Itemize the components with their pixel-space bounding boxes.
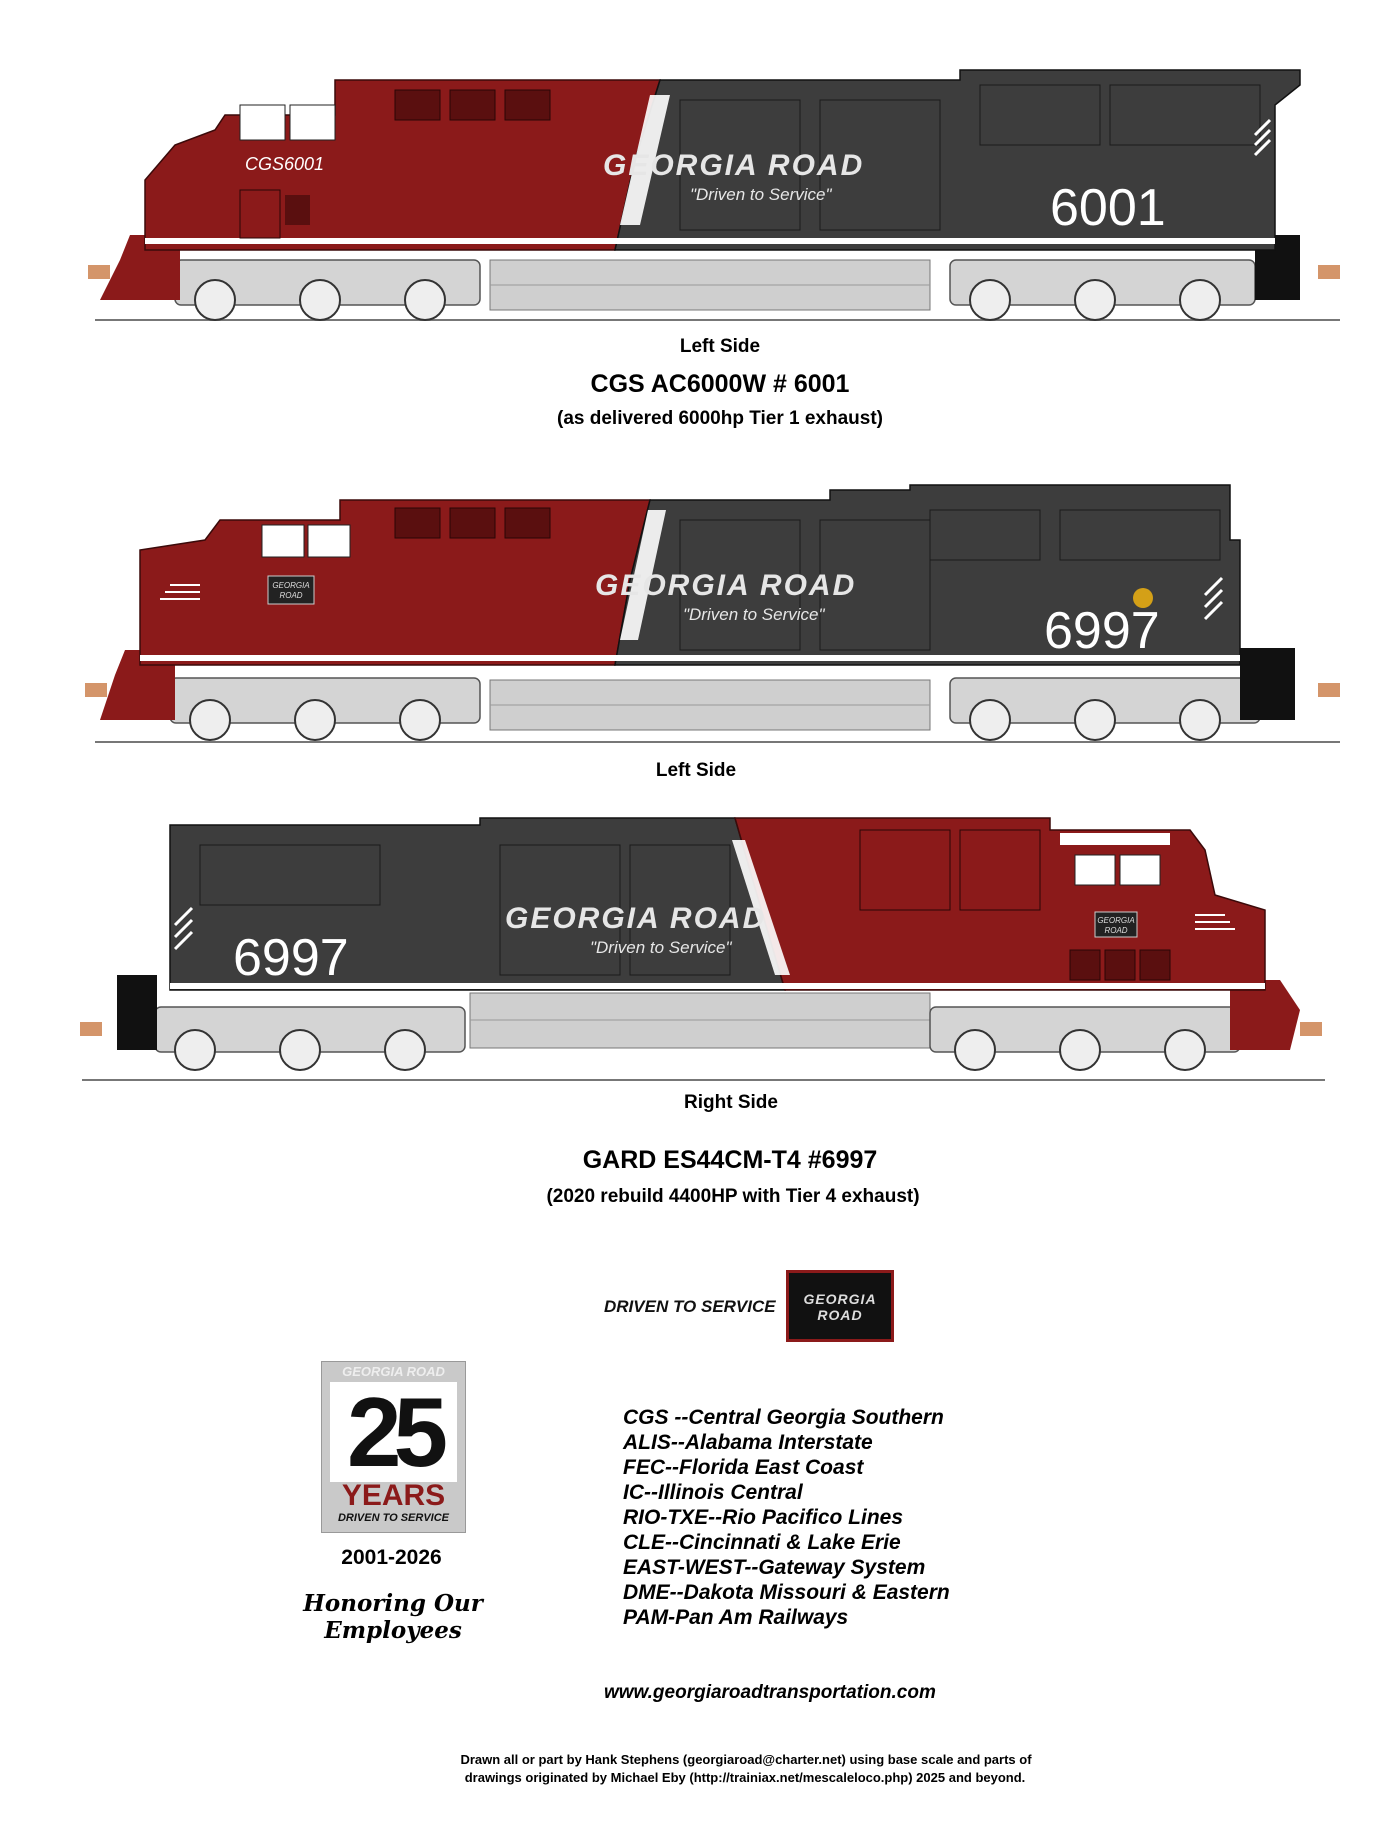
locomotive-cgs-6001	[0, 60, 1396, 330]
locomotive-title-3: GARD ES44CM-T4 #6997	[582, 1146, 878, 1174]
herald-plate-line1: GEORGIA	[272, 581, 310, 590]
credits-line1: Drawn all or part by Hank Stephens (georgiaroad@charter.net) using base scale and parts of	[460, 1752, 1032, 1767]
road-number: 6001	[1050, 179, 1166, 237]
website-link[interactable]: www.georgiaroadtransportation.com	[604, 1682, 936, 1703]
list-item: EAST-WEST--Gateway System	[623, 1556, 926, 1579]
badge-number: 25	[346, 1377, 440, 1487]
brand-lettering: GEORGIA ROAD	[595, 569, 857, 602]
side-label-3: Right Side	[684, 1092, 778, 1113]
georgia-road-logo	[786, 1270, 894, 1342]
herald-plate-line2: ROAD	[1104, 926, 1128, 935]
logo-line2: ROAD	[817, 1307, 863, 1323]
list-item: CLE--Cincinnati & Lake Erie	[623, 1531, 901, 1554]
badge-tagline: DRIVEN TO SERVICE	[337, 1512, 450, 1524]
list-item: FEC--Florida East Coast	[623, 1456, 864, 1479]
list-item: CGS --Central Georgia Southern	[623, 1406, 944, 1429]
road-number: 6997	[1044, 602, 1160, 660]
road-number: 6997	[233, 929, 349, 987]
list-item: ALIS--Alabama Interstate	[623, 1431, 873, 1454]
slogan-lettering: "Driven to Service"	[690, 185, 832, 204]
locomotive-gard-6997-left	[0, 480, 1396, 745]
honoring-text: Honoring Our Employees	[303, 1590, 483, 1644]
side-label-1: Left Side	[679, 336, 761, 357]
anniversary-dates: 2001-2026	[341, 1546, 442, 1569]
badge-top-text: GEORGIA ROAD	[342, 1364, 445, 1379]
locomotive-title-1: CGS AC6000W # 6001	[590, 370, 850, 398]
brand-lettering: GEORGIA ROAD	[505, 902, 767, 935]
list-item: DME--Dakota Missouri & Eastern	[623, 1581, 950, 1604]
cab-number: CGS6001	[245, 154, 325, 174]
slogan-lettering: "Driven to Service"	[683, 605, 825, 624]
slogan-lettering: "Driven to Service"	[590, 938, 732, 957]
herald-plate-line2: ROAD	[279, 591, 303, 600]
list-item: RIO-TXE--Rio Pacifico Lines	[623, 1506, 904, 1529]
railroad-list	[623, 1405, 950, 1630]
badge-years: YEARS	[341, 1479, 446, 1512]
credits-line2: drawings originated by Michael Eby (http://trainiax.net/mescaleloco.php) 2025 and beyond.	[464, 1770, 1026, 1785]
list-item: IC--Illinois Central	[623, 1481, 803, 1504]
anniversary-badge	[321, 1361, 466, 1533]
herald-plate-line1: GEORGIA	[1097, 916, 1135, 925]
list-item: PAM-Pan Am Railways	[623, 1606, 849, 1629]
logo-line1: GEORGIA	[803, 1291, 877, 1307]
locomotive-gard-6997-right	[0, 815, 1396, 1085]
locomotive-subtitle-3: (2020 rebuild 4400HP with Tier 4 exhaust)	[546, 1186, 920, 1207]
side-label-2: Left Side	[655, 760, 737, 781]
brand-lettering: GEORGIA ROAD	[603, 149, 865, 182]
logo-tagline: DRIVEN TO SERVICE	[604, 1297, 776, 1316]
locomotive-subtitle-1: (as delivered 6000hp Tier 1 exhaust)	[557, 408, 883, 429]
